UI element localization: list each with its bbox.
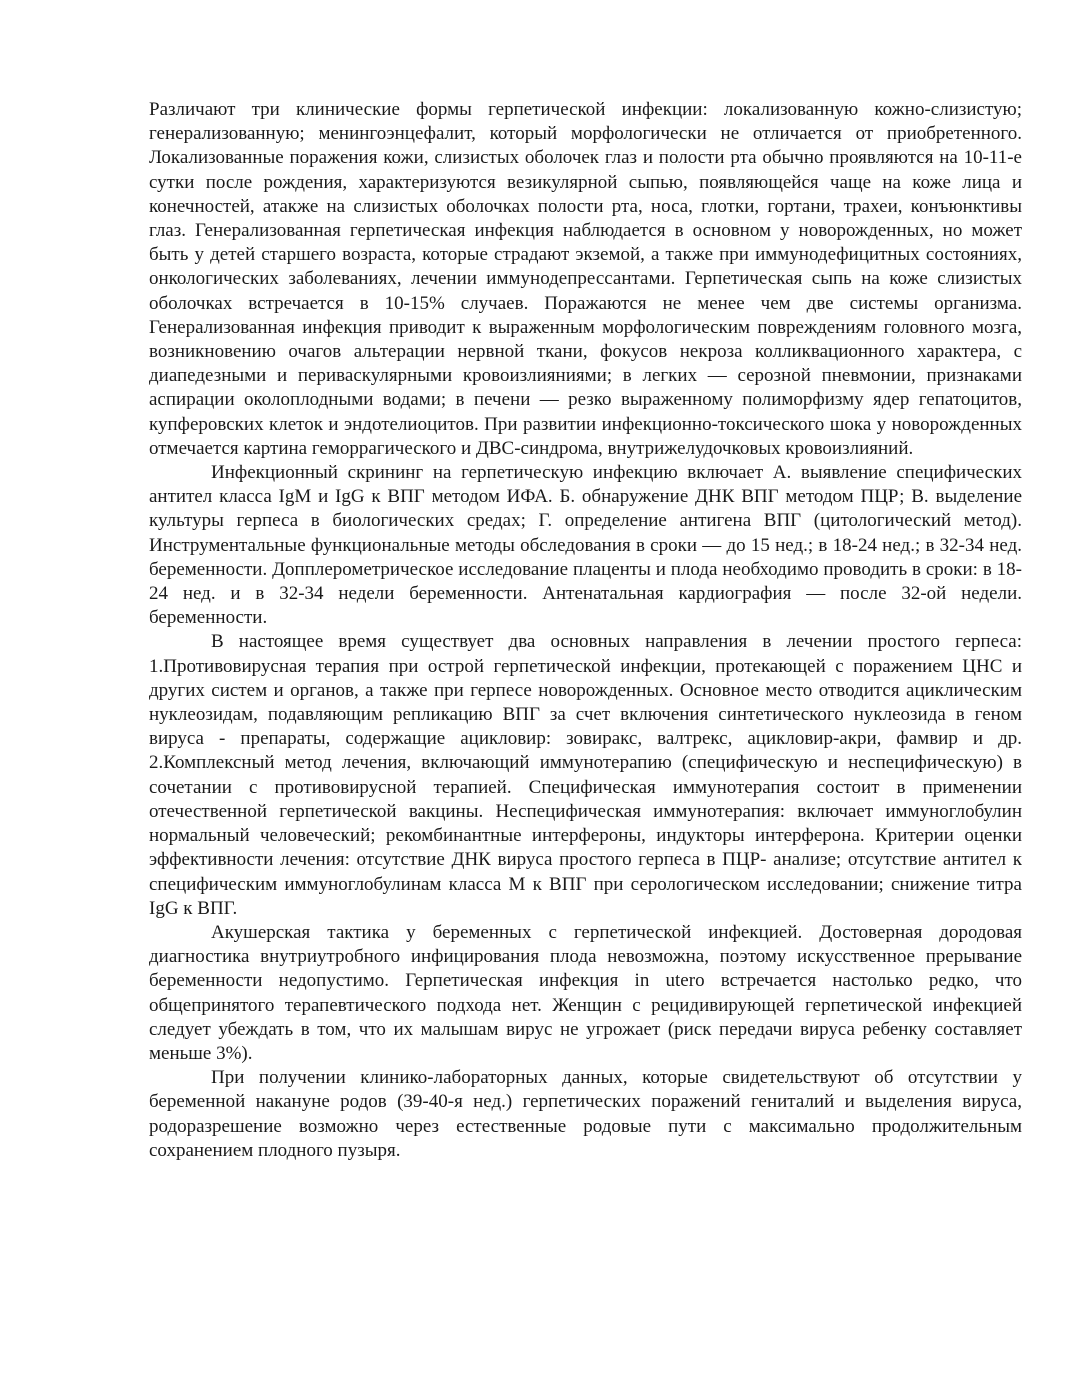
- paragraph-clinical-forms: Различают три клинические формы герпетической инфекции: локализованную кожно-слизистую; генерализованную; менингоэнцефалит, который морфологически не отличается от приобретенного. Локализованные поражения кожи, слизистых оболочек глаз и полости рта обычно проявляются на 10-11-е сутки после рождения, характеризуются везикулярной сыпью, появляющейся чаще на коже лица и конечностей, атакже на слизистых оболочках полости рта, носа, глотки, гортани, трахеи, конъюнктивы глаз. Генерализованная герпетическая инфекция наблюдается в основном у новорожденных, но может быть у детей старшего возраста, которые страдают экземой, а также при иммунодефицитных состояниях, онкологических заболеваниях, лечении иммунодепрессантами. Герпетическая сыпь на коже слизистых оболочках встречается в 10-15% случаев. Поражаются не менее чем две системы организма. Генерализованная инфекция приводит к выраженным морфологическим повреждениям головного мозга, возникновению очагов альтерации нервной ткани, фокусов некроза колликвационного характера, с диапедезными и периваскулярными кровоизлияниями; в легких — серозной пневмонии, признаками аспирации околоплодными водами; в печени — резко выраженному полиморфизму ядер гепатоцитов, купферовских клеток и эндотелиоцитов. При развитии инфекционно-токсического шока у новорожденных отмечается картина геморрагического и ДВС-синдрома, внутрижелудочковых кровоизлияний.: [149, 99, 1022, 459]
- paragraph-infection-screening: Инфекционный скрининг на герпетическую инфекцию включает А. выявление специфических антител класса IgM и IgG к ВПГ методом ИФА. Б. обнаружение ДНК ВПГ методом ПЦР; В. выделение культуры герпеса в биологических средах; Г. определение антигена ВПГ (цитологический метод). Инструментальные функциональные методы обследования в сроки — до 15 нед.; в 18-24 нед.; в 32-34 нед. беременности. Допплерометрическое исследование плаценты и плода необходимо проводить в сроки: в 18-24 нед. и в 32-34 недели беременности. Антенатальная кардиография — после 32-ой недели. беременности.: [149, 462, 1022, 629]
- paragraph-delivery: При получении клинико-лабораторных данных, которые свидетельствуют об отсутствии у беременной накануне родов (39-40-я нед.) герпетических поражений гениталий и выделения вируса, родоразрешение возможно через естественные родовые пути с максимально продолжительным сохранением плодного пузыря.: [149, 1067, 1022, 1161]
- paragraph-treatment: В настоящее время существует два основных направления в лечении простого герпеса: 1.Противовирусная терапия при острой герпетической инфекции, протекающей с поражением ЦНС и других систем и органов, а также при герпесе новорожденных. Основное место отводится ациклическим нуклеозидам, подавляющим репликацию ВПГ за счет включения синтетического нуклеозида в геном вируса - препараты, содержащие ацикловир: зовиракс, валтрекс, ацикловир-акри, фамвир и др. 2.Комплексный метод лечения, включающий иммунотерапию (специфическую и неспецифическую) в сочетании с противовирусной терапией. Специфическая иммунотерапия состоит в применении отечественной герпетической вакцины. Неспецифическая иммунотерапия: включает иммуноглобулин нормальный человеческий; рекомбинантные интерфероны, индукторы интерферона. Критерии оценки эффективности лечения: отсутствие ДНК вируса простого герпеса в ПЦР- анализе; отсутствие антител к специфическим иммуноглобулинам класса М к ВПГ при серологическом исследовании; снижение титра IgG к ВПГ.: [149, 631, 1022, 919]
- document-page: [149, 98, 1022, 1163]
- paragraph-obstetric-tactics: Акушерская тактика у беременных с герпетической инфекцией. Достоверная дородовая диагностика внутриутробного инфицирования плода невозможна, поэтому искусственное прерывание беременности недопустимо. Герпетическая инфекция in utero встречается настолько редко, что общепринятого терапевтического подхода нет. Женщин с рецидивирующей герпетической инфекцией следует убеждать в том, что их малышам вирус не угрожает (риск передачи вируса ребенку составляет меньше 3%).: [149, 921, 1022, 1064]
